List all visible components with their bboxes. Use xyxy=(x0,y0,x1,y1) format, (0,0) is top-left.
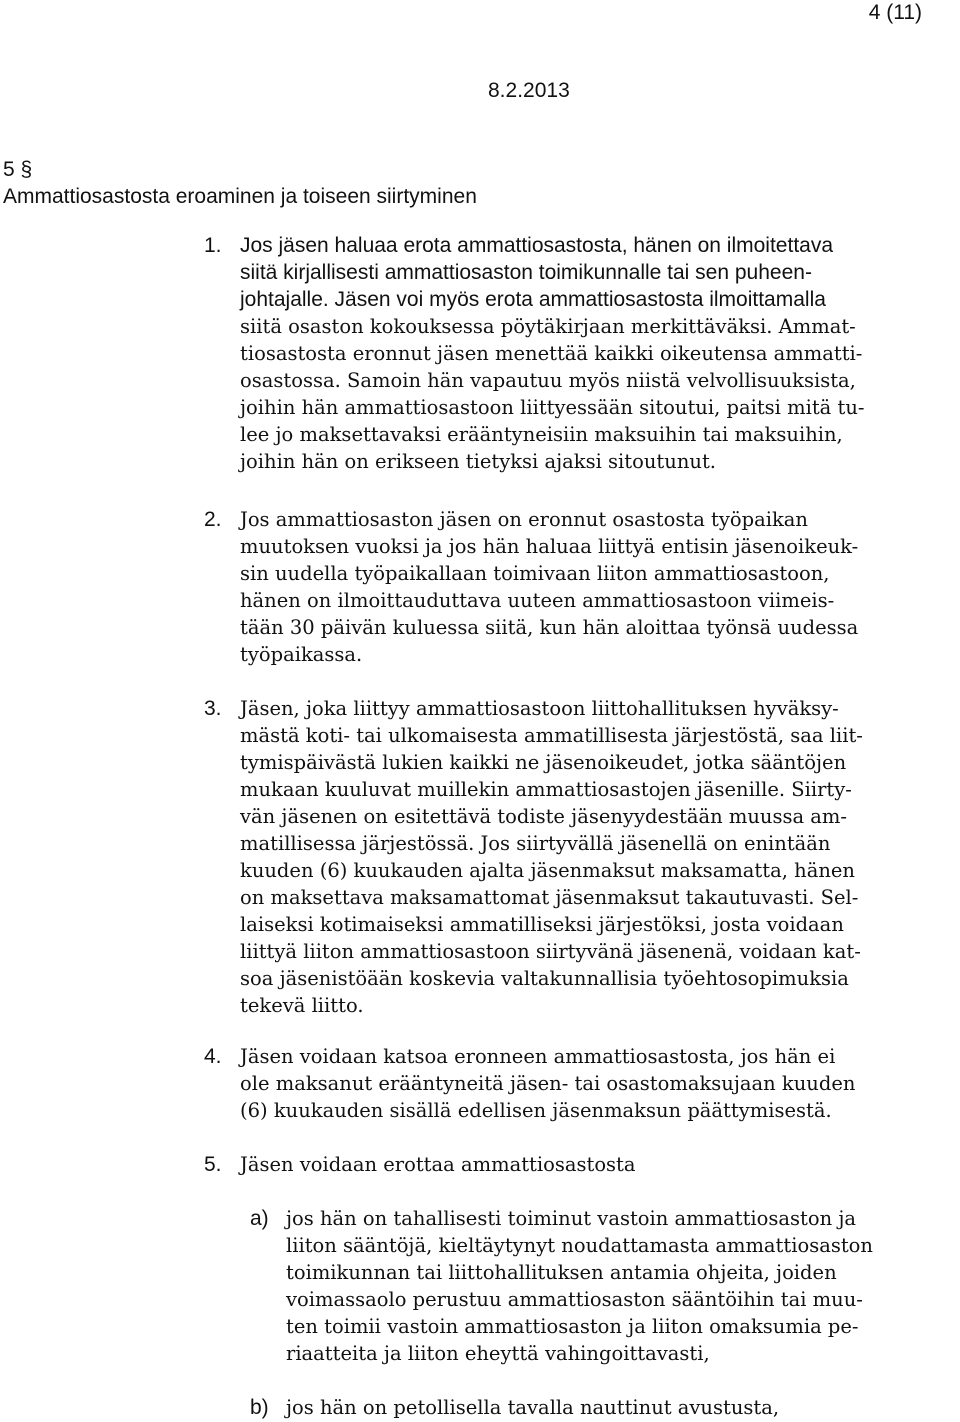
list-marker: 5. xyxy=(204,1153,222,1176)
text-line: vän jäsenen on esitettävä todiste jäsenyydestään muussa am- xyxy=(240,805,847,828)
text-line: osastossa. Samoin hän vapautuu myös niistä velvollisuuksista, xyxy=(240,369,856,392)
text-line: liiton sääntöjä, kieltäytynyt noudattamasta ammattiosaston xyxy=(286,1234,873,1257)
text-line: työpaikassa. xyxy=(240,643,363,666)
text-line: tekevä liitto. xyxy=(240,994,364,1017)
text-line: siitä osaston kokouksessa pöytäkirjaan merkittäväksi. Ammat- xyxy=(240,315,856,338)
text-line: kuuden (6) kuukauden ajalta jäsenmaksut maksamatta, hänen xyxy=(240,859,855,882)
text-line: liittyä liiton ammattiosastoon siirtyvänä jäsenenä, voidaan kat- xyxy=(240,940,861,963)
text-line xyxy=(240,260,812,287)
text-line: voimassaolo perustuu ammattiosaston sääntöihin tai muu- xyxy=(286,1288,863,1311)
document-date: 8.2.2013 xyxy=(488,79,570,102)
list-marker: 1. xyxy=(204,234,222,257)
section-title: Ammattiosastosta eroaminen ja toiseen siirtyminen xyxy=(3,185,477,208)
text-line: joihin hän on erikseen tietyksi ajaksi sitoutunut. xyxy=(240,450,716,473)
list-marker: 3. xyxy=(204,697,222,720)
text-line: jos hän on tahallisesti toiminut vastoin ammattiosaston ja xyxy=(286,1207,857,1230)
text-line: laiseksi kotimaiseksi ammatilliseksi järjestöksi, josta voidaan xyxy=(240,913,844,936)
text-line: mukaan kuuluvat muillekin ammattiosastojen jäsenille. Siirty- xyxy=(240,778,852,801)
text-line: riaatteita ja liiton eheyttä vahingoittavasti, xyxy=(286,1342,710,1365)
text-line: tään 30 päivän kuluessa siitä, kun hän aloittaa työnsä uudessa xyxy=(240,616,859,639)
text-line: tiosastosta eronnut jäsen menettää kaikki oikeutensa ammatti- xyxy=(240,342,863,365)
text-line: Jos ammattiosaston jäsen on eronnut osastosta työpaikan xyxy=(240,508,808,531)
text-line: ole maksanut erääntyneitä jäsen- tai osastomaksujaan kuuden xyxy=(240,1072,856,1095)
text-line: matillisessa järjestössä. Jos siirtyvällä jäsenellä on enintään xyxy=(240,832,831,855)
text-line: mästä koti- tai ulkomaisesta ammatillisesta järjestöstä, saa liit- xyxy=(240,724,863,747)
text-line: toimikunnan tai liittohallituksen antamia ohjeita, joiden xyxy=(286,1261,837,1284)
sub-list-marker: a) xyxy=(250,1207,269,1230)
text-line: Jäsen voidaan erottaa ammattiosastosta xyxy=(240,1153,636,1176)
text-line: on maksettava maksamattomat jäsenmaksut takautuvasti. Sel- xyxy=(240,886,859,909)
text-line: Jäsen, joka liittyy ammattiosastoon liittohallituksen hyväksy- xyxy=(240,697,839,720)
text-line: soa jäsenistöään koskevia valtakunnallisia työehtosopimuksia xyxy=(240,967,849,990)
text-line-lead: Jos jäsen haluaa erota ammattiosastosta, hänen on ilmoitettava xyxy=(240,234,834,257)
text-line: muutoksen vuoksi ja jos hän haluaa liittyä entisin jäsenoikeuk- xyxy=(240,535,859,558)
list-marker: 2. xyxy=(204,508,222,531)
text-line xyxy=(240,233,833,260)
text-line-lead: siitä kirjallisesti ammattiosaston toimikunnalle tai sen puheen- xyxy=(240,261,812,284)
text-line: tymispäivästä lukien kaikki ne jäsenoikeudet, jotka sääntöjen xyxy=(240,751,847,774)
text-line: sin uudella työpaikallaan toimivaan liiton ammattiosastoon, xyxy=(240,562,830,585)
text-line: Jäsen voidaan katsoa eronneen ammattiosastosta, jos hän ei xyxy=(240,1045,836,1068)
sub-list-marker: b) xyxy=(250,1396,269,1419)
text-line: jos hän on petollisella tavalla nauttinut avustusta, xyxy=(286,1396,780,1419)
text-line: (6) kuukauden sisällä edellisen jäsenmaksun päättymisestä. xyxy=(240,1099,832,1122)
section-number: 5 § xyxy=(3,158,33,181)
text-line: hänen on ilmoittauduttava uuteen ammattiosastoon viimeis- xyxy=(240,589,835,612)
text-line xyxy=(240,287,826,314)
text-line-lead: johtajalle. Jäsen voi myös erota ammattiosastosta ilmoittamalla xyxy=(240,288,826,311)
text-line: ten toimii vastoin ammattiosaston ja liiton omaksumia pe- xyxy=(286,1315,859,1338)
list-marker: 4. xyxy=(204,1045,222,1068)
page-number: 4 (11) xyxy=(868,1,922,24)
text-line: lee jo maksettavaksi erääntyneisiin maksuihin tai maksuihin, xyxy=(240,423,843,446)
text-line: joihin hän ammattiosastoon liittyessään sitoutui, paitsi mitä tu- xyxy=(240,396,865,419)
